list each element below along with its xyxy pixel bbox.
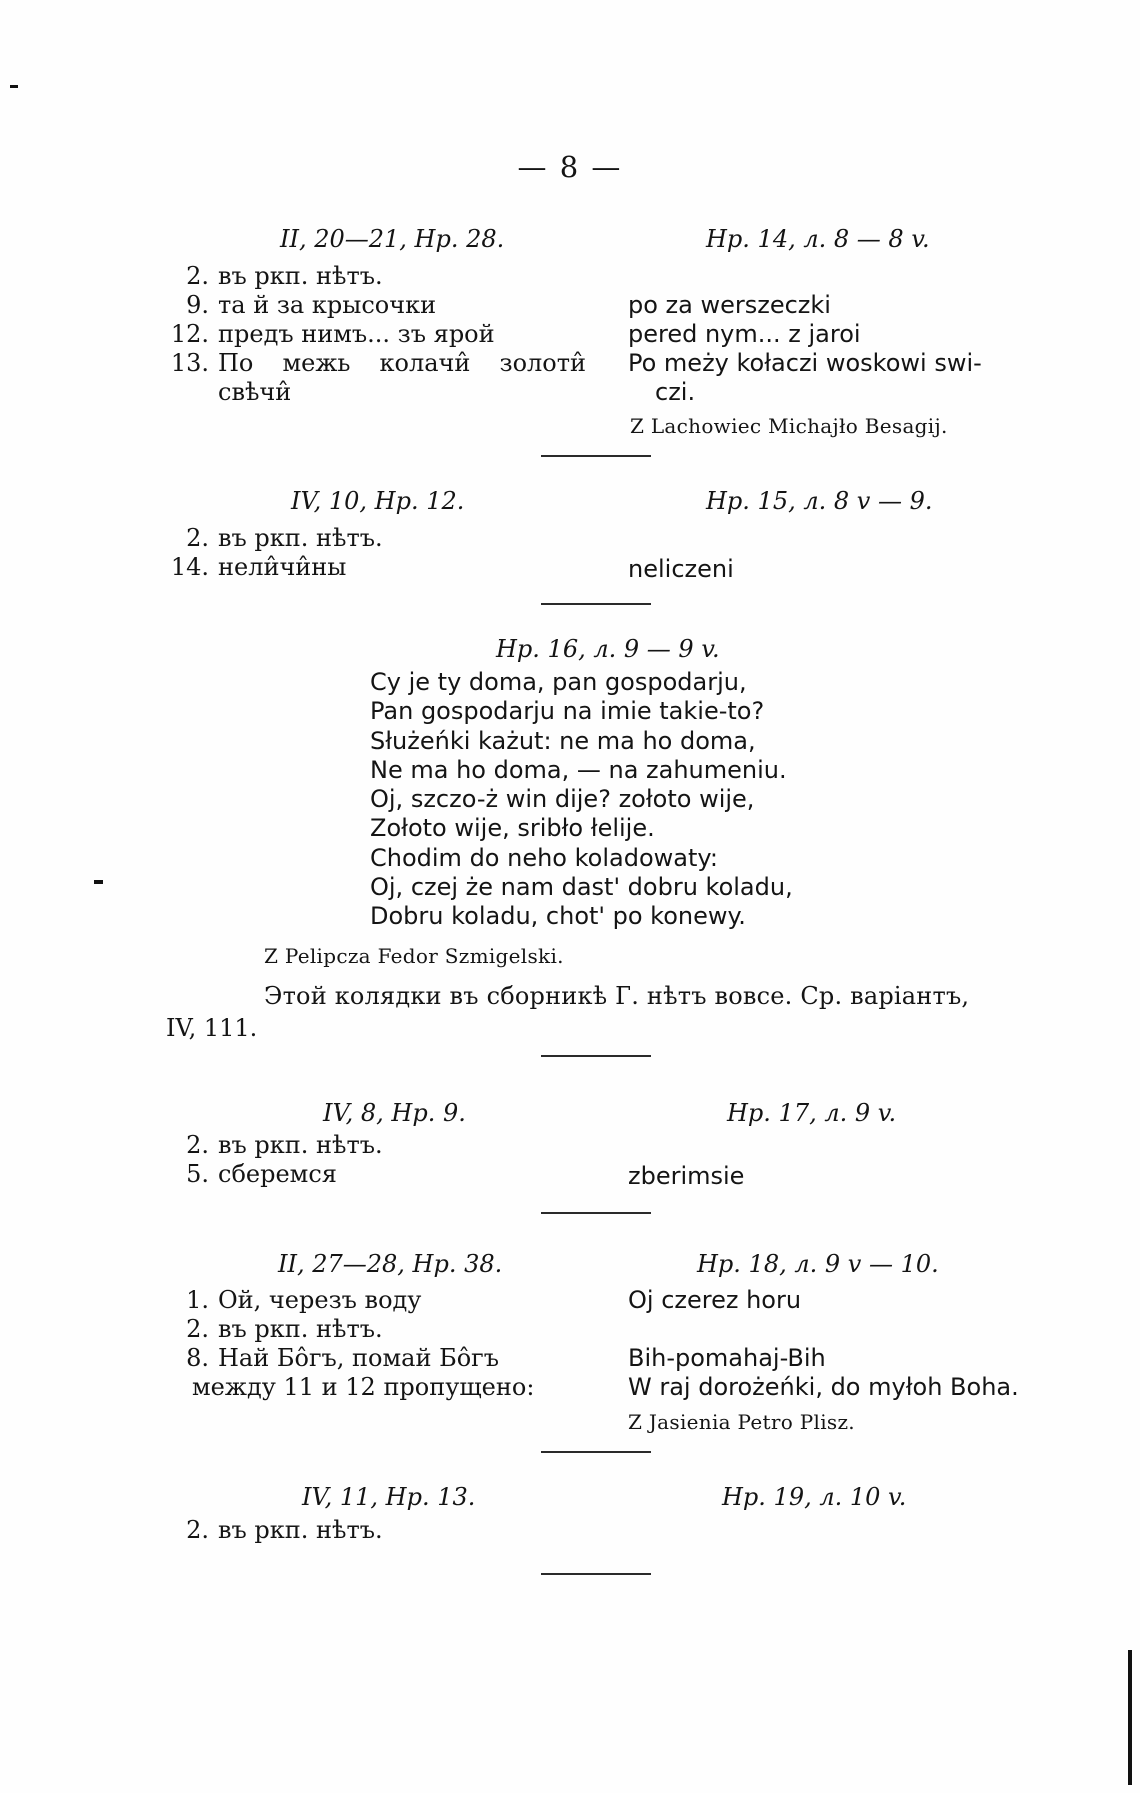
carol-line: Służeńki każut: ne ma ho doma, (370, 726, 756, 755)
line-text: въ ркп. нѣтъ. (218, 262, 383, 290)
carol-line: Oj, czej że nam dast' dobru koladu, (370, 873, 793, 902)
section-1-row (166, 320, 495, 349)
carol-text (370, 668, 793, 932)
section-5-row (166, 1344, 499, 1373)
line-text: сберемся (218, 1160, 337, 1188)
line-number: 8. (186, 1344, 209, 1372)
editor-note-continued: IV, 111. (166, 1014, 258, 1042)
variant-text: Po meży kołaczi woskowi swi- (628, 349, 982, 377)
line-number: 14. (170, 553, 209, 581)
section-5-source: Z Jasienia Petro Plisz. (628, 1410, 855, 1434)
carol-line: Oj, szczo-ż win dije? zołoto wije, (370, 785, 755, 814)
section-6-row (166, 1516, 383, 1545)
section-5-row (166, 1286, 421, 1315)
separator-rule (541, 1055, 651, 1057)
section-6-right-heading: Hp. 19, л. 10 v. (722, 1483, 907, 1511)
section-1-left-heading: II, 20—21, Hp. 28. (280, 225, 505, 253)
carol-line: Ne ma ho doma, — na zahumeniu. (370, 755, 787, 784)
section-4-row (166, 1160, 337, 1189)
section-1-row (166, 378, 291, 407)
line-text: въ ркп. нѣтъ. (218, 1315, 383, 1343)
section-1-row (166, 291, 436, 320)
carol-line: Dobru koladu, chot' po konewy. (370, 902, 746, 931)
section-6-left-heading: IV, 11, Hp. 13. (302, 1483, 476, 1511)
section-2-right-heading: Hp. 15, л. 8 v — 9. (706, 487, 933, 515)
line-number: 2. (186, 1315, 209, 1343)
section-4-row (166, 1131, 383, 1160)
section-1-row (166, 349, 586, 378)
section-3-source: Z Pelipcza Fedor Szmigelski. (264, 944, 564, 968)
variant-text: pered nym... z jaroi (628, 320, 861, 348)
line-text: Най Бôгъ, помай Бôгъ (218, 1344, 500, 1372)
section-1-source: Z Lachowiec Michajło Besagij. (630, 414, 948, 438)
section-2-row (166, 524, 383, 553)
omission-note: между 11 и 12 пропущено: (192, 1373, 535, 1401)
line-number: 2. (186, 262, 209, 290)
variant-text: W raj dorożeńki, do myłoh Boha. (628, 1373, 1019, 1401)
line-text: въ ркп. нѣтъ. (218, 1131, 383, 1159)
separator-rule (541, 1212, 651, 1214)
section-5-left-heading: II, 27—28, Hp. 38. (278, 1250, 503, 1278)
separator-rule (541, 455, 651, 457)
section-4-right-heading: Hp. 17, л. 9 v. (727, 1099, 897, 1127)
line-text: По межь колачи̂ золоти̂ (218, 349, 586, 377)
section-3-heading: Hp. 16, л. 9 — 9 v. (496, 635, 720, 663)
scan-edge-right (1128, 1650, 1132, 1785)
line-text: нели̂чи̂ны (218, 553, 347, 581)
line-number (166, 378, 209, 407)
line-text: та й за крысочки (218, 291, 437, 319)
carol-line: Pan gospodarju na imie takie-to? (370, 697, 765, 726)
variant-text: neliczeni (628, 555, 734, 583)
line-number: 1. (186, 1286, 209, 1314)
scan-mark-left-2 (94, 880, 103, 884)
variant-text: czi. (655, 378, 696, 406)
variant-text: Oj czerez horu (628, 1286, 802, 1314)
line-text: предъ нимъ... зъ ярой (218, 320, 495, 348)
separator-rule (541, 1573, 651, 1575)
editor-note: Этой колядки въ сборникѣ Г. нѣтъ вовсе. Ср. варіантъ, (264, 982, 970, 1010)
variant-text: po za werszeczki (628, 291, 831, 319)
section-5-right-heading: Hp. 18, л. 9 v — 10. (697, 1250, 939, 1278)
section-5-row (166, 1315, 383, 1344)
section-2-row (166, 553, 346, 582)
variant-text: zberimsie (628, 1162, 745, 1190)
carol-line: Zołoto wije, sribło łelije. (370, 814, 655, 843)
line-number: 9. (186, 291, 209, 319)
line-text: Ой, черезъ воду (218, 1286, 422, 1314)
scan-mark-left (10, 85, 18, 88)
page-number: — 8 — (517, 150, 623, 184)
section-1-right-heading: Hp. 14, л. 8 — 8 v. (706, 225, 930, 253)
line-text: въ ркп. нѣтъ. (218, 1516, 383, 1544)
line-number: 12. (170, 320, 209, 348)
line-text: въ ркп. нѣтъ. (218, 524, 383, 552)
line-number: 13. (170, 349, 209, 377)
section-2-left-heading: IV, 10, Hp. 12. (291, 487, 465, 515)
section-4-left-heading: IV, 8, Hp. 9. (323, 1099, 466, 1127)
line-number: 5. (186, 1160, 209, 1188)
section-1-row (166, 262, 383, 291)
line-number: 2. (186, 1516, 209, 1544)
carol-line: Chodim do neho koladowaty: (370, 843, 718, 872)
line-number: 2. (186, 524, 209, 552)
separator-rule (541, 603, 651, 605)
line-number: 2. (186, 1131, 209, 1159)
variant-text: Bih-pomahaj-Bih (628, 1344, 826, 1372)
separator-rule (541, 1451, 651, 1453)
carol-line: Cy je ty doma, pan gospodarju, (370, 668, 747, 696)
line-text: свѣчи̂ (218, 378, 292, 406)
